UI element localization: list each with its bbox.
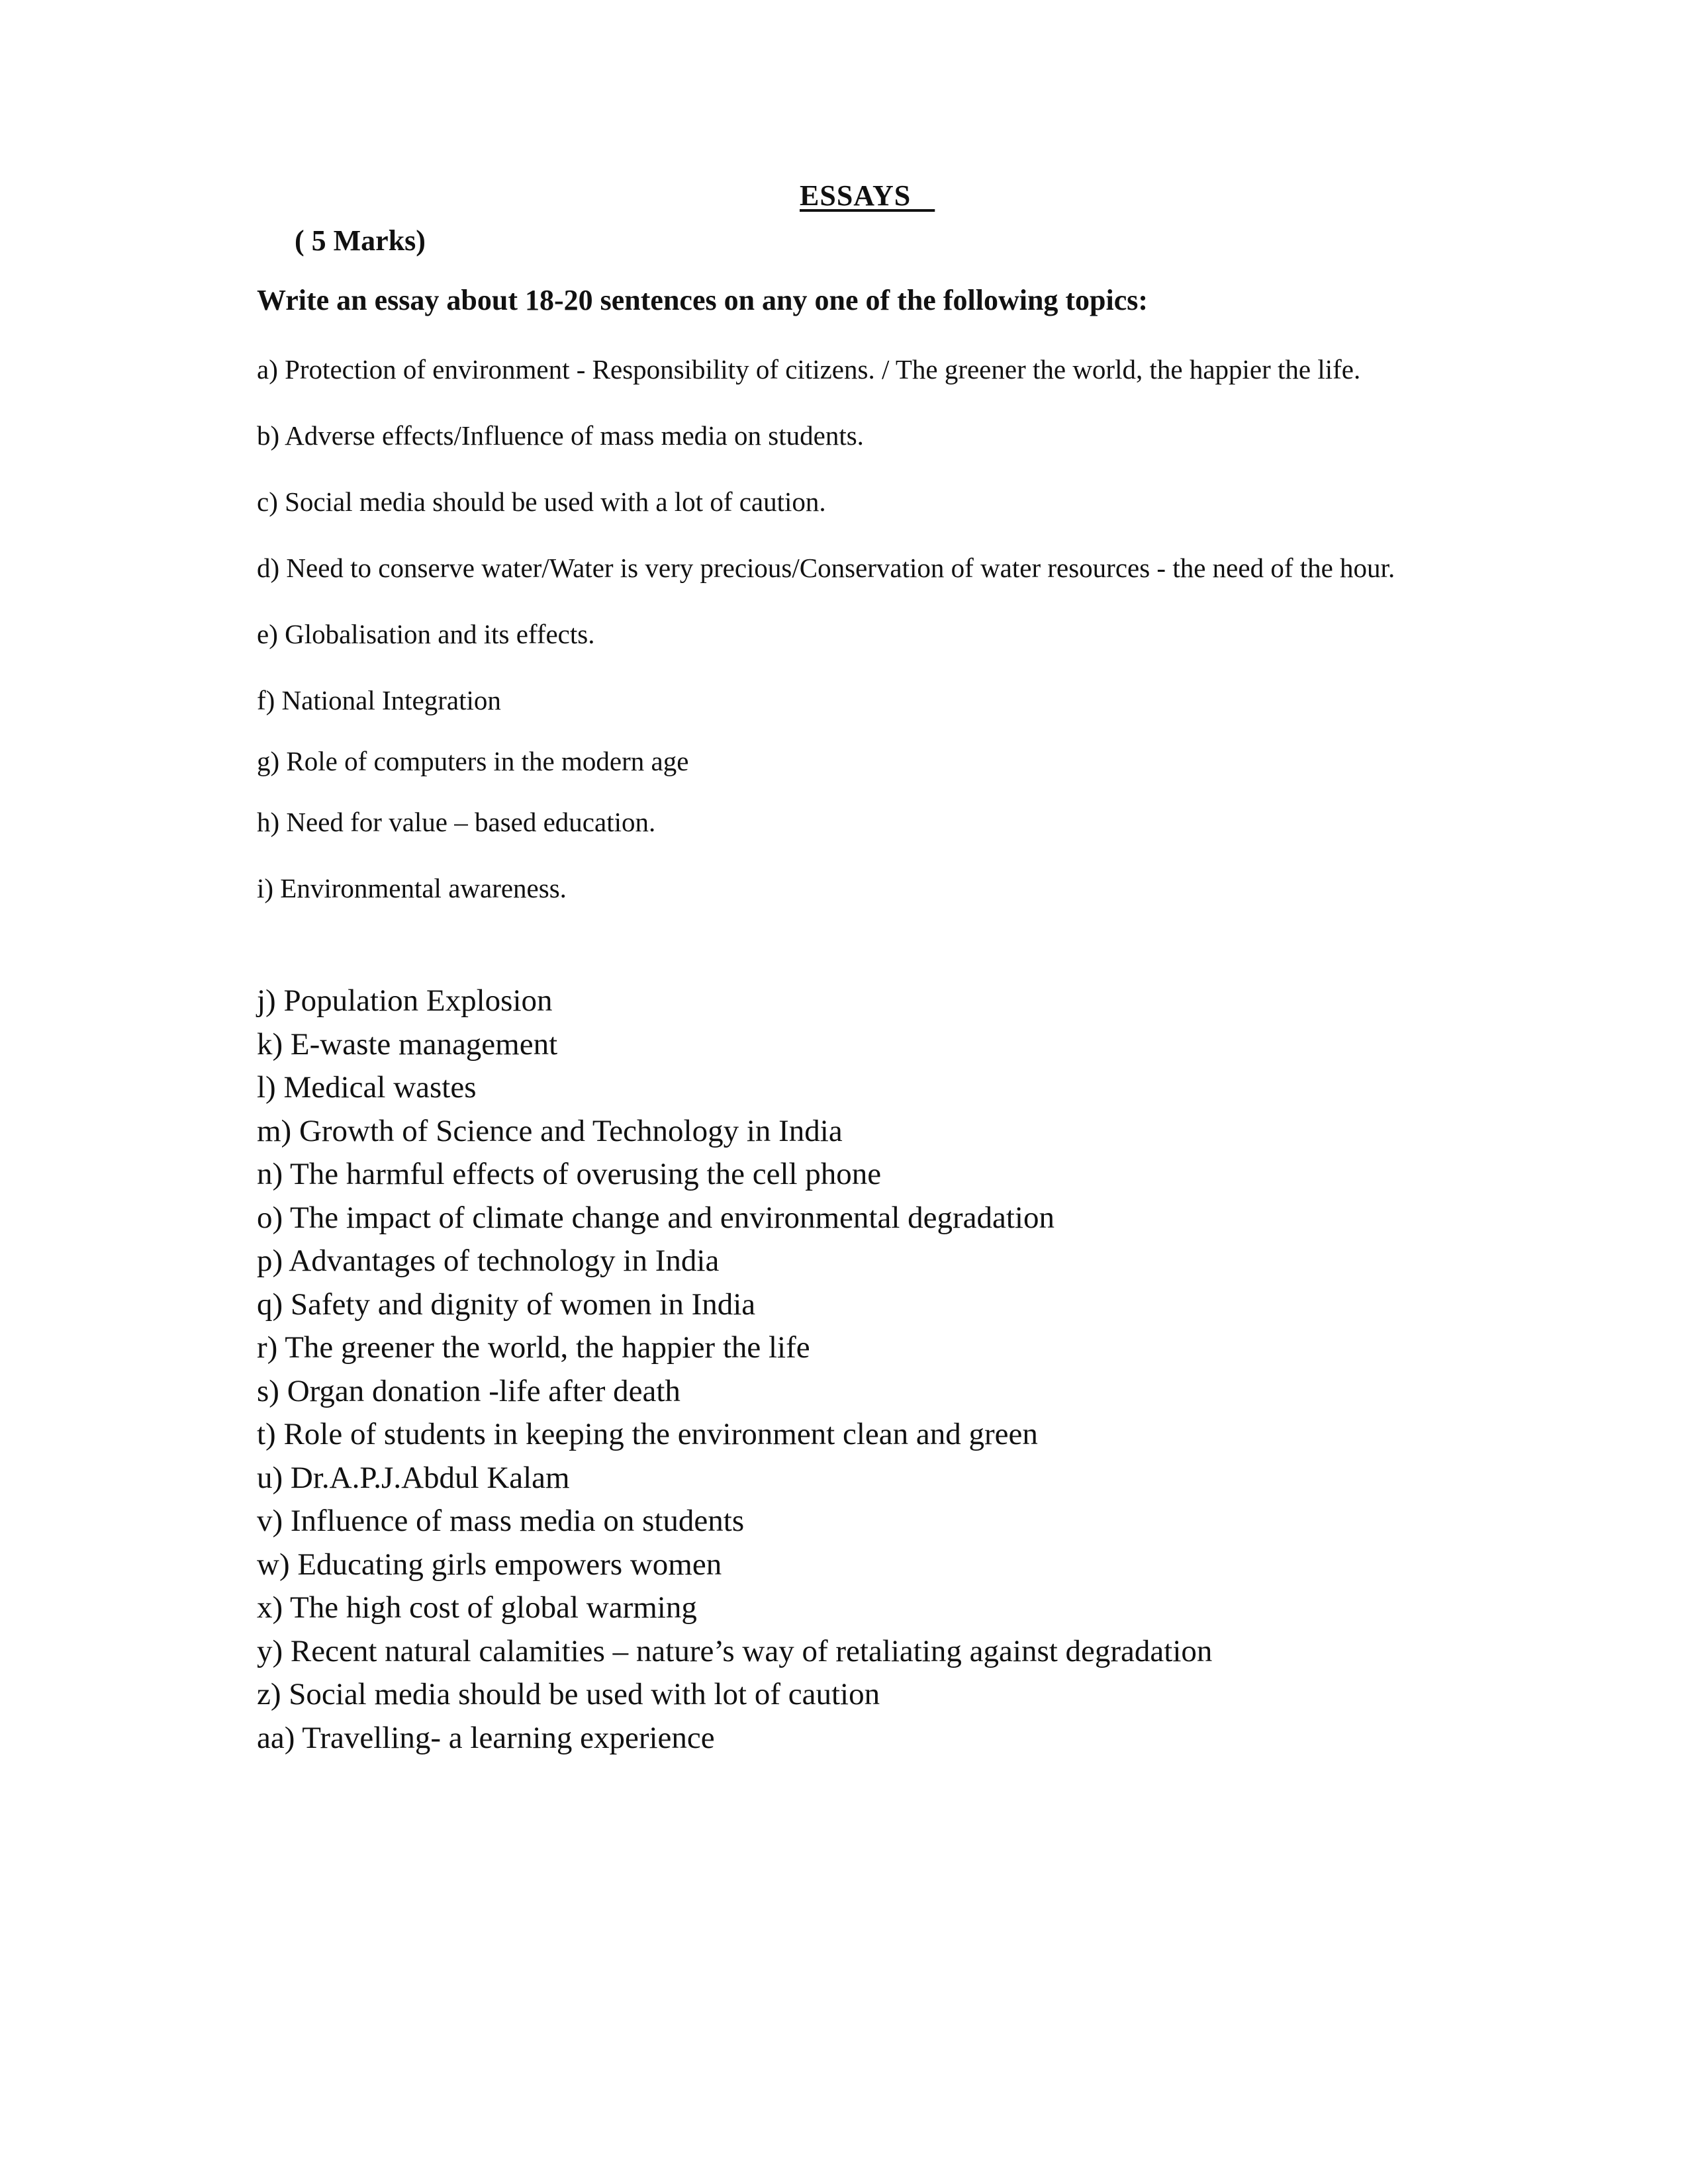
page-title: ESSAYS (800, 179, 935, 212)
topic-item: h) Need for value – based education. (257, 807, 656, 837)
topic-item: j) Population Explosion (257, 983, 553, 1018)
topic-item: p) Advantages of technology in India (257, 1244, 720, 1278)
topic-item: v) Influence of mass media on students (257, 1504, 745, 1538)
topic-item: b) Adverse effects/Influence of mass media on students. (257, 420, 864, 451)
topic-item: x) The high cost of global warming (257, 1590, 697, 1625)
topic-item: l) Medical wastes (257, 1070, 477, 1105)
marks-label: ( 5 Marks) (295, 224, 426, 257)
topic-item: y) Recent natural calamities – nature’s way of retaliating against degradation (257, 1633, 1213, 1668)
topic-item: r) The greener the world, the happier the life (257, 1330, 810, 1365)
topic-item: c) Social media should be used with a lot of caution. (257, 486, 826, 517)
topic-item: aa) Travelling- a learning experience (257, 1720, 715, 1755)
topic-item: n) The harmful effects of overusing the cell phone (257, 1157, 882, 1191)
topic-list-secondary (257, 979, 1515, 1760)
topic-item: q) Safety and dignity of women in India (257, 1287, 756, 1322)
topic-item: s) Organ donation -life after death (257, 1373, 680, 1408)
topic-list-primary (257, 349, 1448, 909)
topic-item: w) Educating girls empowers women (257, 1547, 722, 1582)
topic-item: d) Need to conserve water/Water is very precious/Conservation of water resources - the need of the hour. (257, 553, 1395, 583)
topic-item: t) Role of students in keeping the environment clean and green (257, 1417, 1038, 1451)
topic-item: a) Protection of environment - Responsibility of citizens. / The greener the world, the happier the life. (257, 354, 1361, 385)
topic-item: k) E-waste management (257, 1026, 558, 1062)
topic-item: i) Environmental awareness. (257, 873, 567, 903)
topic-item: g) Role of computers in the modern age (257, 746, 689, 776)
topic-item: e) Globalisation and its effects. (257, 619, 595, 649)
instruction-text: Write an essay about 18-20 sentences on any one of the following topics: (257, 284, 1149, 316)
topic-item: z) Social media should be used with lot of caution (257, 1677, 880, 1711)
topic-item: o) The impact of climate change and environmental degradation (257, 1200, 1055, 1235)
topic-item: m) Growth of Science and Technology in India (257, 1113, 843, 1148)
topic-item: u) Dr.A.P.J.Abdul Kalam (257, 1460, 570, 1495)
topic-item: f) National Integration (257, 685, 501, 715)
